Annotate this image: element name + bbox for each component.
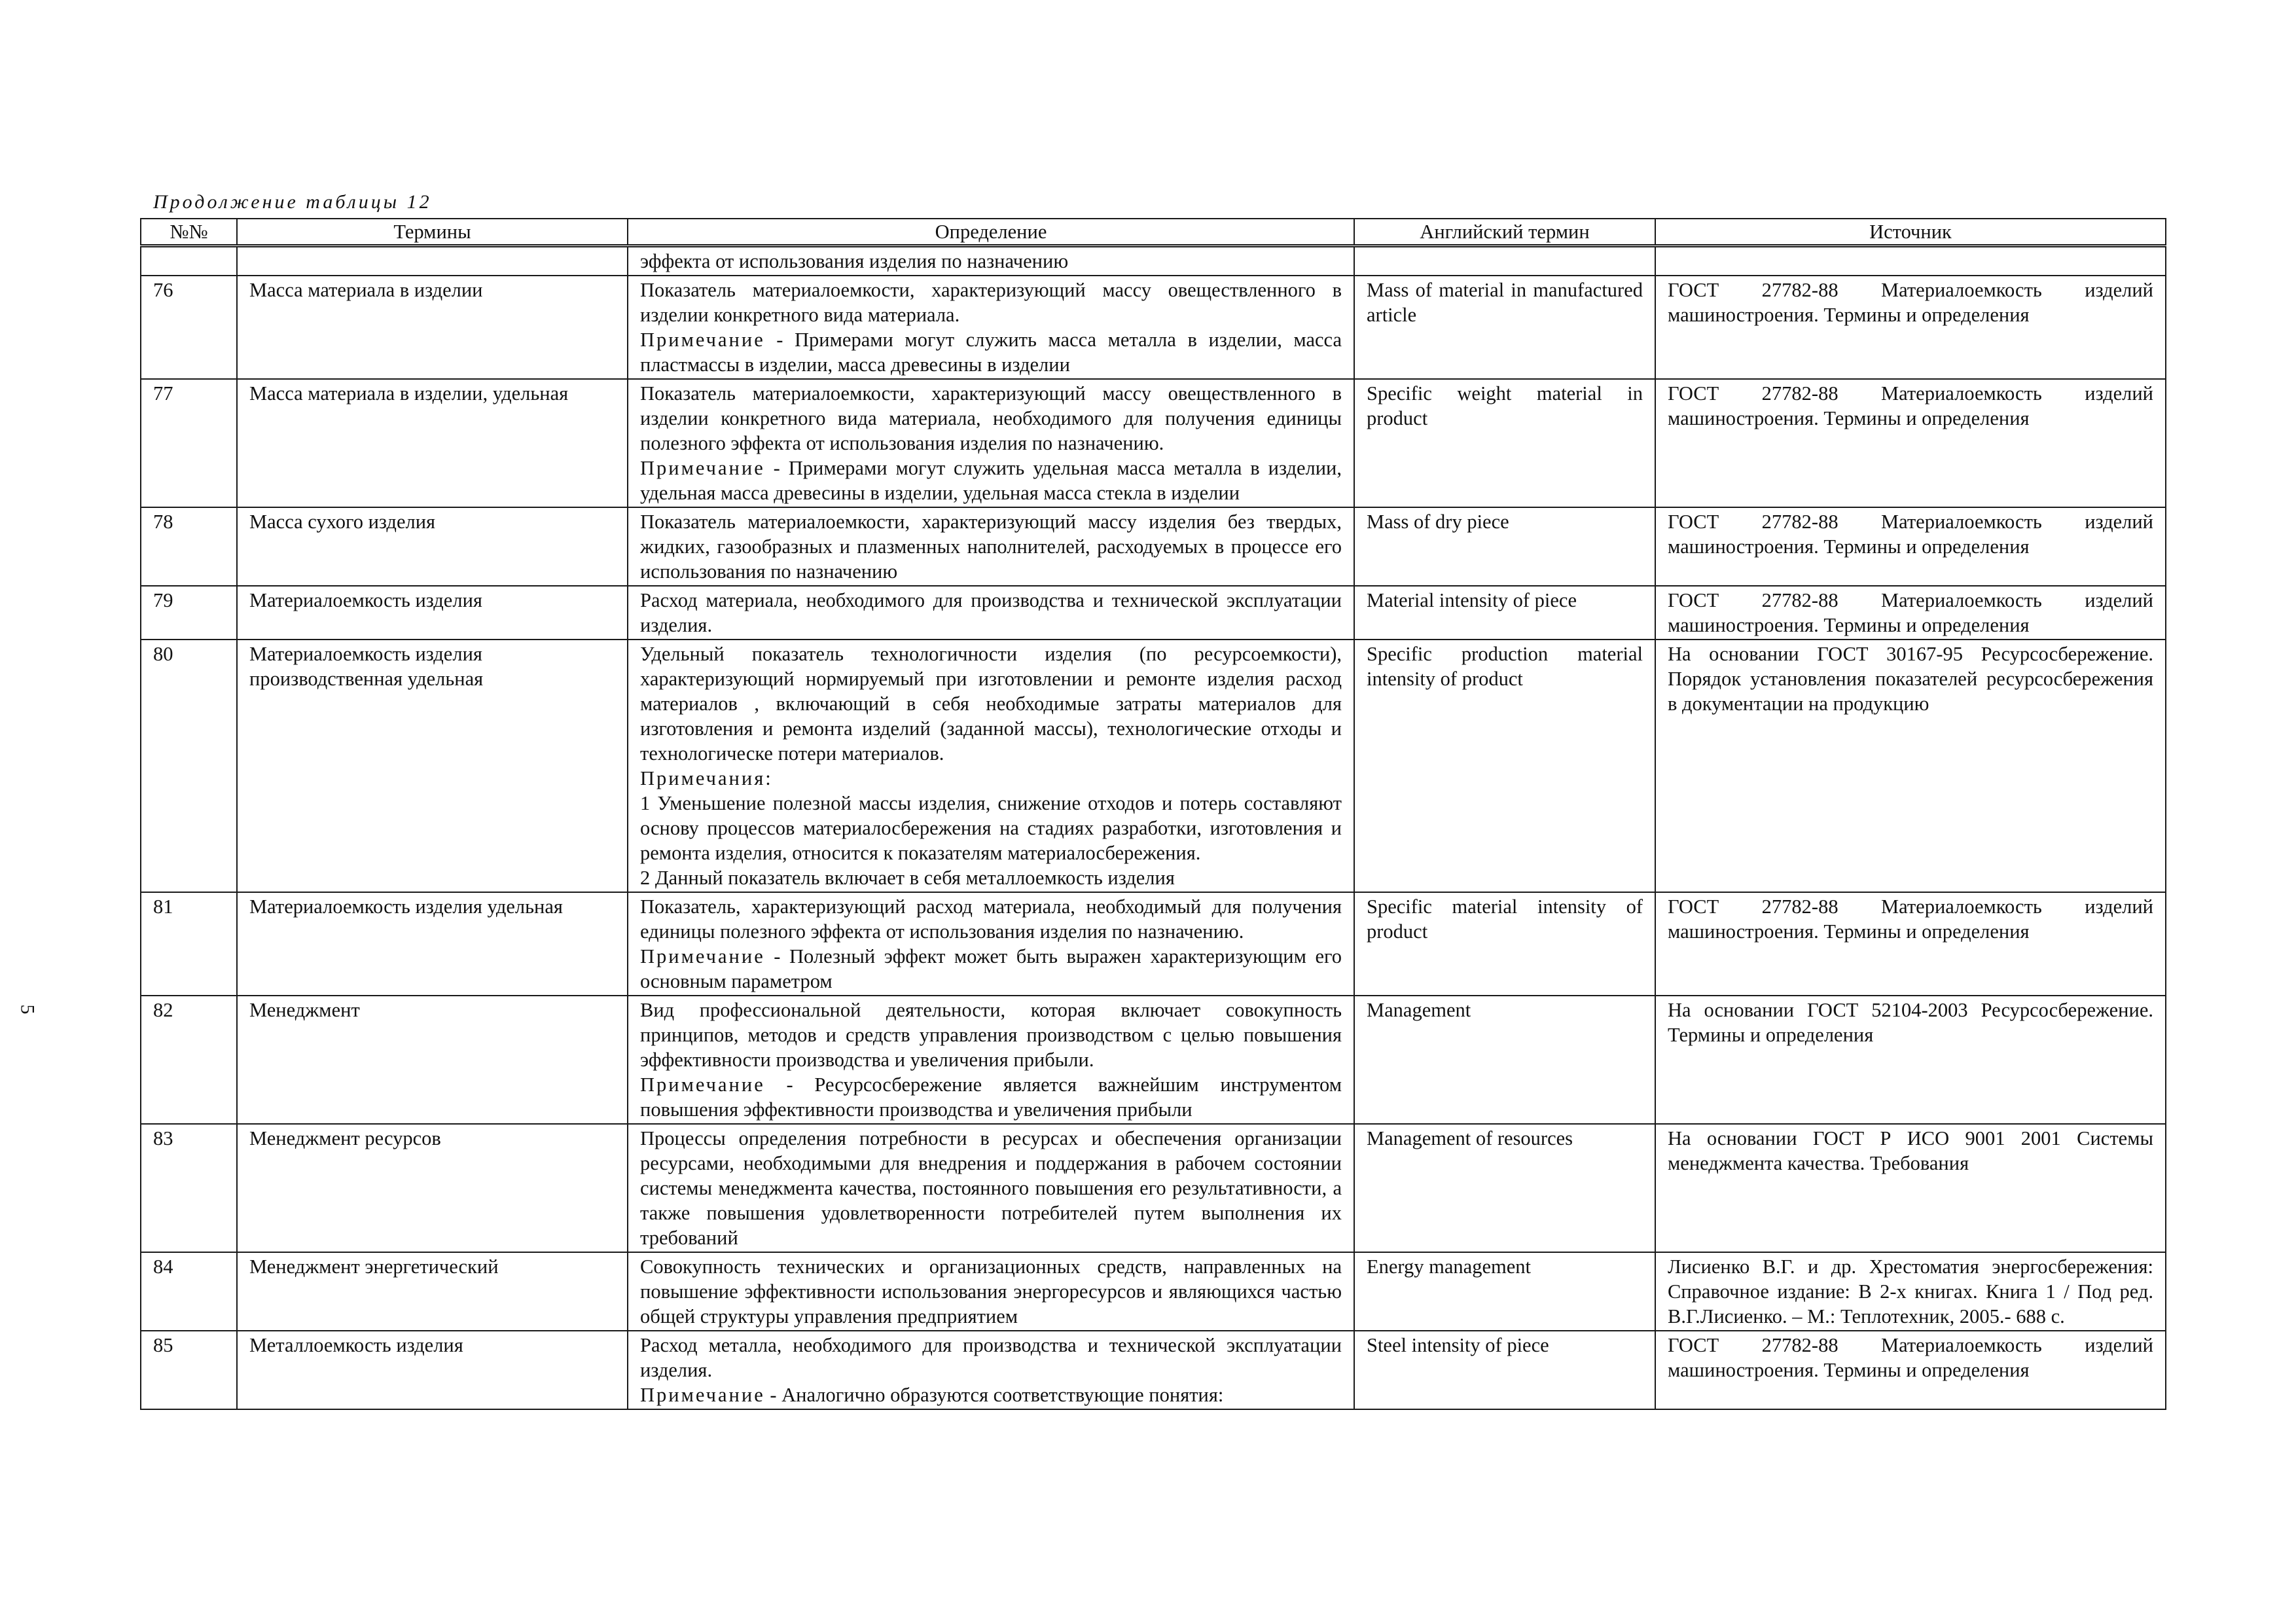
row-term: Материалоемкость изделия удельная: [237, 892, 628, 996]
continuation-text: эффекта от использования изделия по назначению: [628, 246, 1354, 276]
row-definition: [628, 507, 1354, 586]
row-source: На основании ГОСТ 52104-2003 Ресурсосбережение. Термины и определения: [1655, 996, 2166, 1124]
note-label: Примечание: [640, 1074, 765, 1096]
row-term: Менеджмент энергетический: [237, 1252, 628, 1331]
note-item: 1 Уменьшение полезной массы изделия, снижение отходов и потерь составляют основу процессов материалосбережения на стадиях разработки, изготовления и ремонта изделия, относится к показателям материалосбережения.: [640, 792, 1342, 864]
note-text: - Аналогично образуются соответствующие понятия:: [764, 1384, 1224, 1406]
row-english-term: Specific material intensity of product: [1354, 892, 1655, 996]
note-label: Примечания: [640, 767, 766, 789]
row-number: 76: [141, 276, 237, 379]
table-row: [141, 1252, 2166, 1331]
row-source: На основании ГОСТ 30167-95 Ресурсосбережение. Порядок установления показателей ресурсосбережения в документации на продукцию: [1655, 640, 2166, 892]
row-number: 84: [141, 1252, 237, 1331]
table-row: [141, 276, 2166, 379]
note-text: - Полезный эффект может быть выражен характеризующим его основным параметром: [640, 945, 1342, 992]
row-definition: [628, 892, 1354, 996]
row-number: 77: [141, 379, 237, 507]
row-number: 85: [141, 1331, 237, 1409]
note-text: - Ресурсосбережение является важнейшим инструментом повышения эффективности производства и увеличения прибыли: [640, 1074, 1342, 1121]
table-row: [141, 640, 2166, 892]
row-term: Материалоемкость изделия производственная удельная: [237, 640, 628, 892]
table-row: [141, 379, 2166, 507]
definition-note: [640, 1072, 1342, 1122]
row-term: Менеджмент: [237, 996, 628, 1124]
definition-text: Показатель, характеризующий расход материала, необходимый для получения единицы полезного эффекта от использования изделия по назначению.: [640, 895, 1342, 943]
table-row: [141, 1331, 2166, 1409]
definition-text: Расход материала, необходимого для производства и технической эксплуатации изделия.: [640, 589, 1342, 636]
row-definition: [628, 640, 1354, 892]
row-english-term: Material intensity of piece: [1354, 586, 1655, 640]
row-number: 79: [141, 586, 237, 640]
definition-text: Показатель материалоемкости, характеризующий массу изделия без твердых, жидких, газообразных и плазменных наполнителей, расходуемых в процессе его использования по назначению: [640, 511, 1342, 583]
header-source: Источник: [1655, 219, 2166, 246]
row-english-term: Mass of material in manufactured article: [1354, 276, 1655, 379]
row-definition: [628, 1252, 1354, 1331]
definition-text: Вид профессиональной деятельности, которая включает совокупность принципов, методов и средств управления производством с целью повышения эффективности производства и увеличения прибыли.: [640, 999, 1342, 1071]
row-source: ГОСТ 27782-88 Материалоемкость изделий машиностроения. Термины и определения: [1655, 507, 2166, 586]
row-term: Менеджмент ресурсов: [237, 1124, 628, 1252]
table-header-row: [141, 219, 2166, 246]
row-definition: [628, 379, 1354, 507]
note-label: Примечание: [640, 945, 765, 967]
row-number: 81: [141, 892, 237, 996]
row-term: Материалоемкость изделия: [237, 586, 628, 640]
definition-note: [640, 766, 1342, 791]
row-term: Масса сухого изделия: [237, 507, 628, 586]
header-num: №№: [141, 219, 237, 246]
row-term: Масса материала в изделии: [237, 276, 628, 379]
row-term: Масса материала в изделии, удельная: [237, 379, 628, 507]
note-text: :: [765, 767, 771, 789]
row-source: Лисиенко В.Г. и др. Хрестоматия энергосбережения: Справочное издание: В 2-х книгах. Книга 1 / Под ред. В.Г.Лисиенко. – М.: Теплотехник, 2005.- 688 с.: [1655, 1252, 2166, 1331]
note-label: Примечание: [640, 457, 765, 479]
definition-text: Показатель материалоемкости, характеризующий массу овеществленного в изделии конкретного вида материала, необходимого для получения единицы полезного эффекта от использования изделия по назначению.: [640, 382, 1342, 454]
definition-text: Расход металла, необходимого для производства и технической эксплуатации изделия.: [640, 1334, 1342, 1381]
table-caption: Продолжение таблицы 12: [153, 191, 432, 213]
row-source: ГОСТ 27782-88 Материалоемкость изделий машиностроения. Термины и определения: [1655, 379, 2166, 507]
row-number: 82: [141, 996, 237, 1124]
row-source: ГОСТ 27782-88 Материалоемкость изделий машиностроения. Термины и определения: [1655, 892, 2166, 996]
row-english-term: Specific production material intensity of product: [1354, 640, 1655, 892]
row-english-term: Steel intensity of piece: [1354, 1331, 1655, 1409]
definition-note: [640, 327, 1342, 377]
row-definition: [628, 586, 1354, 640]
row-definition: [628, 1124, 1354, 1252]
note-text: - Примерами могут служить удельная масса металла в изделии, удельная масса древесины в изделии, удельная масса стекла в изделии: [640, 457, 1342, 504]
definition-text: Процессы определения потребности в ресурсах и обеспечения организации ресурсами, необходимыми для внедрения и поддержания в рабочем состоянии системы менеджмента качества, постоянного повышения его результативности, а также повышения удовлетворенности потребителей путем выполнения их требований: [640, 1127, 1342, 1249]
table-row: [141, 586, 2166, 640]
definition-text: Показатель материалоемкости, характеризующий массу овеществленного в изделии конкретного вида материала.: [640, 279, 1342, 326]
definition-text: Удельный показатель технологичности изделия (по ресурсоемкости), характеризующий нормируемый при изготовлении и ремонте изделия расход материалов , включающий в себя необходимые затраты материалов для изготовления и ремонта изделий (заданной массы), технологические отходы и технологическе потери материалов.: [640, 643, 1342, 765]
continuation-row: [141, 246, 2166, 276]
note-label: Примечание: [640, 1384, 765, 1406]
row-definition: [628, 276, 1354, 379]
table-row: [141, 507, 2166, 586]
note-item: 2 Данный показатель включает в себя металлоемкость изделия: [640, 867, 1175, 889]
row-definition: [628, 1331, 1354, 1409]
definition-note: [640, 456, 1342, 505]
row-english-term: Management of resources: [1354, 1124, 1655, 1252]
row-number: 80: [141, 640, 237, 892]
row-source: ГОСТ 27782-88 Материалоемкость изделий машиностроения. Термины и определения: [1655, 586, 2166, 640]
row-source: ГОСТ 27782-88 Материалоемкость изделий машиностроения. Термины и определения: [1655, 276, 2166, 379]
note-label: Примечание: [640, 329, 765, 351]
table-row: [141, 1124, 2166, 1252]
table-row: [141, 996, 2166, 1124]
header-term: Термины: [237, 219, 628, 246]
row-term: Металлоемкость изделия: [237, 1331, 628, 1409]
row-number: 83: [141, 1124, 237, 1252]
header-definition: Определение: [628, 219, 1354, 246]
terms-table: [140, 218, 2166, 1410]
header-english: Английский термин: [1354, 219, 1655, 246]
row-number: 78: [141, 507, 237, 586]
row-definition: [628, 996, 1354, 1124]
row-english-term: Specific weight material in product: [1354, 379, 1655, 507]
definition-note: [640, 1382, 1342, 1407]
definition-note: [640, 944, 1342, 994]
note-text: - Примерами могут служить масса металла в изделии, масса пластмассы в изделии, масса древесины в изделии: [640, 329, 1342, 376]
row-source: ГОСТ 27782-88 Материалоемкость изделий машиностроения. Термины и определения: [1655, 1331, 2166, 1409]
page-number: 5: [16, 1004, 39, 1015]
table-row: [141, 892, 2166, 996]
row-english-term: Mass of dry piece: [1354, 507, 1655, 586]
row-english-term: Energy management: [1354, 1252, 1655, 1331]
row-english-term: Management: [1354, 996, 1655, 1124]
definition-text: Совокупность технических и организационных средств, направленных на повышение эффективности использования энергоресурсов и являющихся частью общей структуры управления предприятием: [640, 1255, 1342, 1327]
row-source: На основании ГОСТ Р ИСО 9001 2001 Системы менеджмента качества. Требования: [1655, 1124, 2166, 1252]
